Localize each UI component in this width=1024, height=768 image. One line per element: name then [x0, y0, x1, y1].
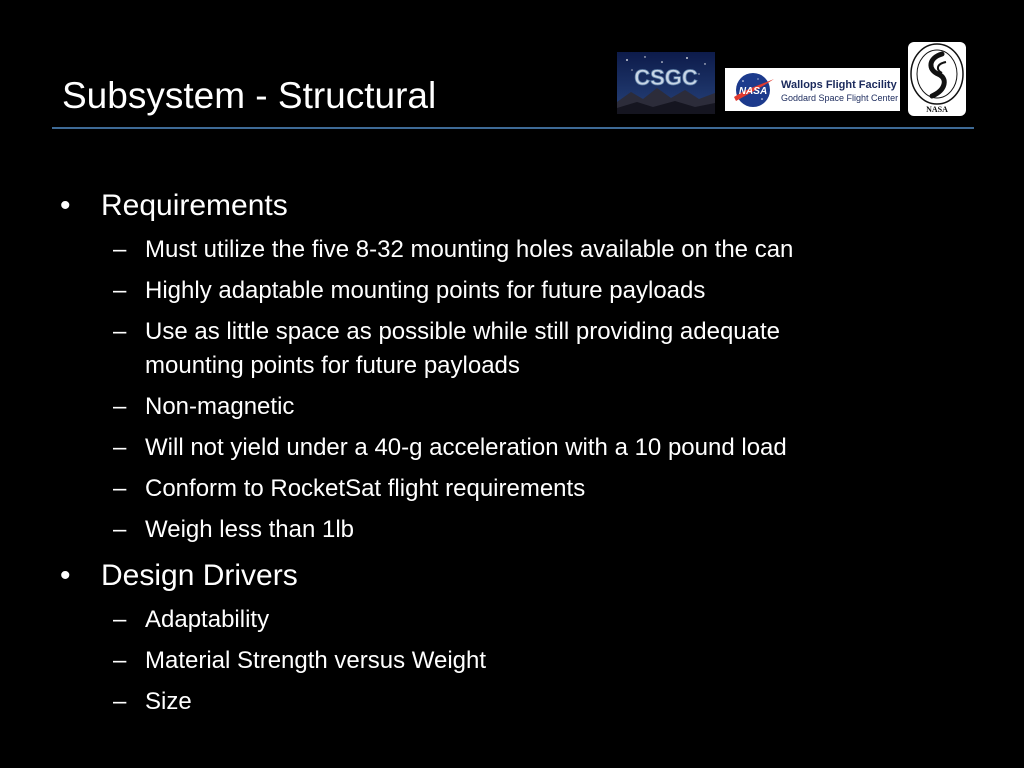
dash-marker: – [113, 647, 127, 674]
dash-marker: – [113, 318, 127, 345]
list-item-text: mounting points for future payloads [145, 352, 520, 379]
nasa-meatball-text: NASA [738, 86, 768, 97]
list-item-text: Use as little space as possible while still providing adequate [145, 318, 781, 345]
csgc-logo-text: CSGC [634, 65, 698, 90]
list-item-text: Must utilize the five 8-32 mounting holes available on the can [145, 236, 794, 263]
dash-marker: – [113, 393, 127, 420]
dash-marker: – [113, 475, 127, 502]
wallops-logo-line1: Wallops Flight Facility [781, 79, 897, 91]
dash-marker: – [113, 606, 127, 633]
nasa-space-grant-seal [906, 40, 968, 118]
csgc-logo [617, 52, 715, 114]
dash-marker: – [113, 688, 127, 715]
bullet-marker: • [60, 559, 71, 592]
title-divider [52, 127, 974, 129]
slide-title: Subsystem - Structural [62, 75, 437, 116]
list-item-text: Material Strength versus Weight [145, 647, 487, 674]
list-item-text: Adaptability [145, 606, 270, 633]
nasa-meatball-icon [730, 71, 776, 109]
list-item-text: Conform to RocketSat flight requirements [145, 475, 586, 502]
section-heading: Requirements [101, 189, 288, 222]
list-item-text: Non-magnetic [145, 393, 295, 420]
section-heading: Design Drivers [101, 559, 298, 592]
wallops-logo [725, 68, 900, 111]
list-item-text: Will not yield under a 40-g acceleration with a 10 pound load [145, 434, 787, 461]
wallops-logo-line2: Goddard Space Flight Center [781, 93, 899, 103]
dash-marker: – [113, 434, 127, 461]
list-item-text: Weigh less than 1lb [145, 516, 355, 543]
dash-marker: – [113, 277, 127, 304]
dash-marker: – [113, 236, 127, 263]
list-item-text: Highly adaptable mounting points for future payloads [145, 277, 706, 304]
seal-text: NASA [926, 105, 948, 114]
bullet-marker: • [60, 189, 71, 222]
dash-marker: – [113, 516, 127, 543]
list-item-text: Size [145, 688, 192, 715]
